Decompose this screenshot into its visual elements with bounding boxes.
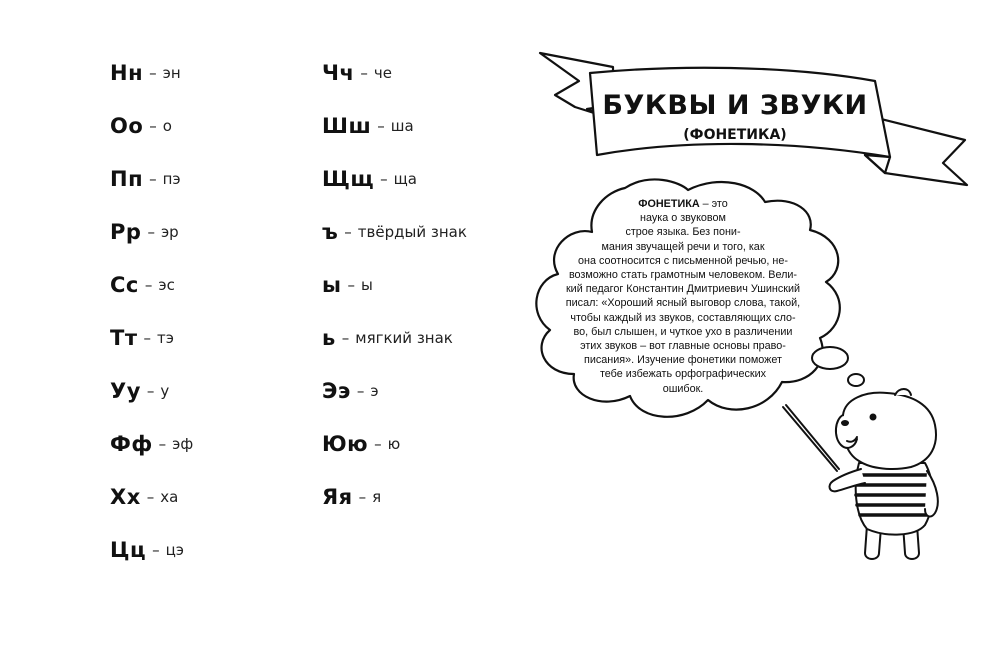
letter-row xyxy=(110,470,193,523)
bubble-line: наука о звуковом xyxy=(640,212,726,225)
letter-name: эр xyxy=(160,222,179,241)
letter-name: ша xyxy=(390,116,414,135)
bubble-line: писания». Изучение фонетики поможет xyxy=(584,354,782,367)
letter-row xyxy=(110,523,193,576)
letter-name: эн xyxy=(162,63,181,82)
dash: – xyxy=(347,275,355,294)
letter-glyph: Уу xyxy=(110,378,141,403)
letter-glyph: Юю xyxy=(322,431,369,456)
dash: – xyxy=(158,434,167,453)
bubble-line: этих звуков – вот главные основы право- xyxy=(580,340,786,353)
letter-name: у xyxy=(160,381,170,400)
bubble-line: она соотносится с письменной речью, не- xyxy=(578,254,788,267)
letter-row xyxy=(110,364,193,417)
capybara-teacher-icon xyxy=(775,385,950,570)
dash: – xyxy=(358,487,367,506)
dash: – xyxy=(341,328,350,347)
dash: – xyxy=(380,169,388,188)
bubble-line: во, был слышен, и чуткое ухо в различении xyxy=(573,325,793,338)
letter-row xyxy=(322,364,467,417)
letter-glyph: Сс xyxy=(110,272,139,297)
bubble-line: тебе избежать орфографических xyxy=(599,368,767,381)
dash: – xyxy=(152,540,160,559)
letter-glyph: Фф xyxy=(110,431,153,456)
page-subtitle: (ФОНЕТИКА) xyxy=(683,127,787,143)
letter-glyph: Цц xyxy=(110,537,147,562)
letter-name: я xyxy=(372,487,382,506)
letter-row xyxy=(322,152,467,205)
letter-name: ща xyxy=(393,169,417,188)
dash: – xyxy=(147,222,155,241)
letter-name: цэ xyxy=(165,540,185,559)
dash: – xyxy=(149,116,157,135)
bubble-line: ошибок. xyxy=(662,382,704,395)
letter-row xyxy=(110,258,193,311)
dash: – xyxy=(149,169,157,188)
dash: – xyxy=(377,116,385,135)
dash: – xyxy=(143,328,151,347)
letter-name: о xyxy=(162,116,172,135)
bubble-line: кий педагог Константин Дмитриевич Ушинский xyxy=(565,283,801,296)
letter-name: эс xyxy=(158,275,175,294)
letter-name: че xyxy=(373,63,392,82)
phonetics-description xyxy=(548,197,818,396)
letter-glyph: Тт xyxy=(110,325,138,350)
letter-glyph: Оо xyxy=(110,113,144,138)
letter-glyph: ь xyxy=(322,325,336,350)
letter-row xyxy=(322,311,467,364)
letter-row xyxy=(322,99,467,152)
dash: – xyxy=(146,487,155,506)
letter-glyph: Шш xyxy=(322,113,372,138)
letter-row xyxy=(110,46,193,99)
bubble-line: строе языка. Без пони- xyxy=(625,226,741,239)
dash: – xyxy=(360,63,368,82)
letter-name: тэ xyxy=(157,328,174,347)
letter-name: ы xyxy=(361,275,373,294)
letter-name: пэ xyxy=(162,169,181,188)
letter-row xyxy=(110,311,193,364)
letter-glyph: Нн xyxy=(110,60,144,85)
letter-row xyxy=(322,205,467,258)
bubble-line: писал: «Хороший ясный выговор слова, такой, xyxy=(565,297,801,310)
dash: – xyxy=(356,381,365,400)
letter-row xyxy=(110,99,193,152)
dash: – xyxy=(149,63,157,82)
alphabet-column-right xyxy=(322,46,467,523)
bubble-line: чтобы каждый из звуков, составляющих сло- xyxy=(570,311,796,324)
dash: – xyxy=(344,222,352,241)
letter-name: мягкий знак xyxy=(355,328,453,347)
letter-glyph: ъ xyxy=(322,219,339,244)
letter-name: э xyxy=(370,381,379,400)
dash: – xyxy=(146,381,155,400)
letter-row xyxy=(110,205,193,258)
letter-glyph: Ээ xyxy=(322,378,351,403)
letter-row xyxy=(110,152,193,205)
letter-glyph: Пп xyxy=(110,166,144,191)
letter-row xyxy=(322,46,467,99)
letter-glyph: Рр xyxy=(110,219,142,244)
letter-glyph: Щщ xyxy=(322,166,375,191)
letter-glyph: Хх xyxy=(110,484,141,509)
bubble-line: возможно стать грамотным человеком. Вели- xyxy=(568,269,798,282)
phonetics-term: ФОНЕТИКА – это xyxy=(638,198,728,210)
dash: – xyxy=(374,434,382,453)
dash: – xyxy=(144,275,153,294)
letter-name: ю xyxy=(387,434,401,453)
letter-row xyxy=(110,417,193,470)
bubble-line: мания звучащей речи и того, как xyxy=(601,240,765,253)
alphabet-column-left xyxy=(110,46,193,576)
letter-row xyxy=(322,417,467,470)
letter-name: эф xyxy=(172,434,194,453)
letter-name: твёрдый знак xyxy=(357,222,467,241)
page-title: БУКВЫ И ЗВУКИ xyxy=(602,90,868,121)
letter-glyph: Чч xyxy=(322,60,355,85)
letter-name: ха xyxy=(160,487,179,506)
letter-glyph: Яя xyxy=(322,484,353,509)
letter-row xyxy=(322,470,467,523)
letter-row xyxy=(322,258,467,311)
letter-glyph: ы xyxy=(322,272,342,297)
